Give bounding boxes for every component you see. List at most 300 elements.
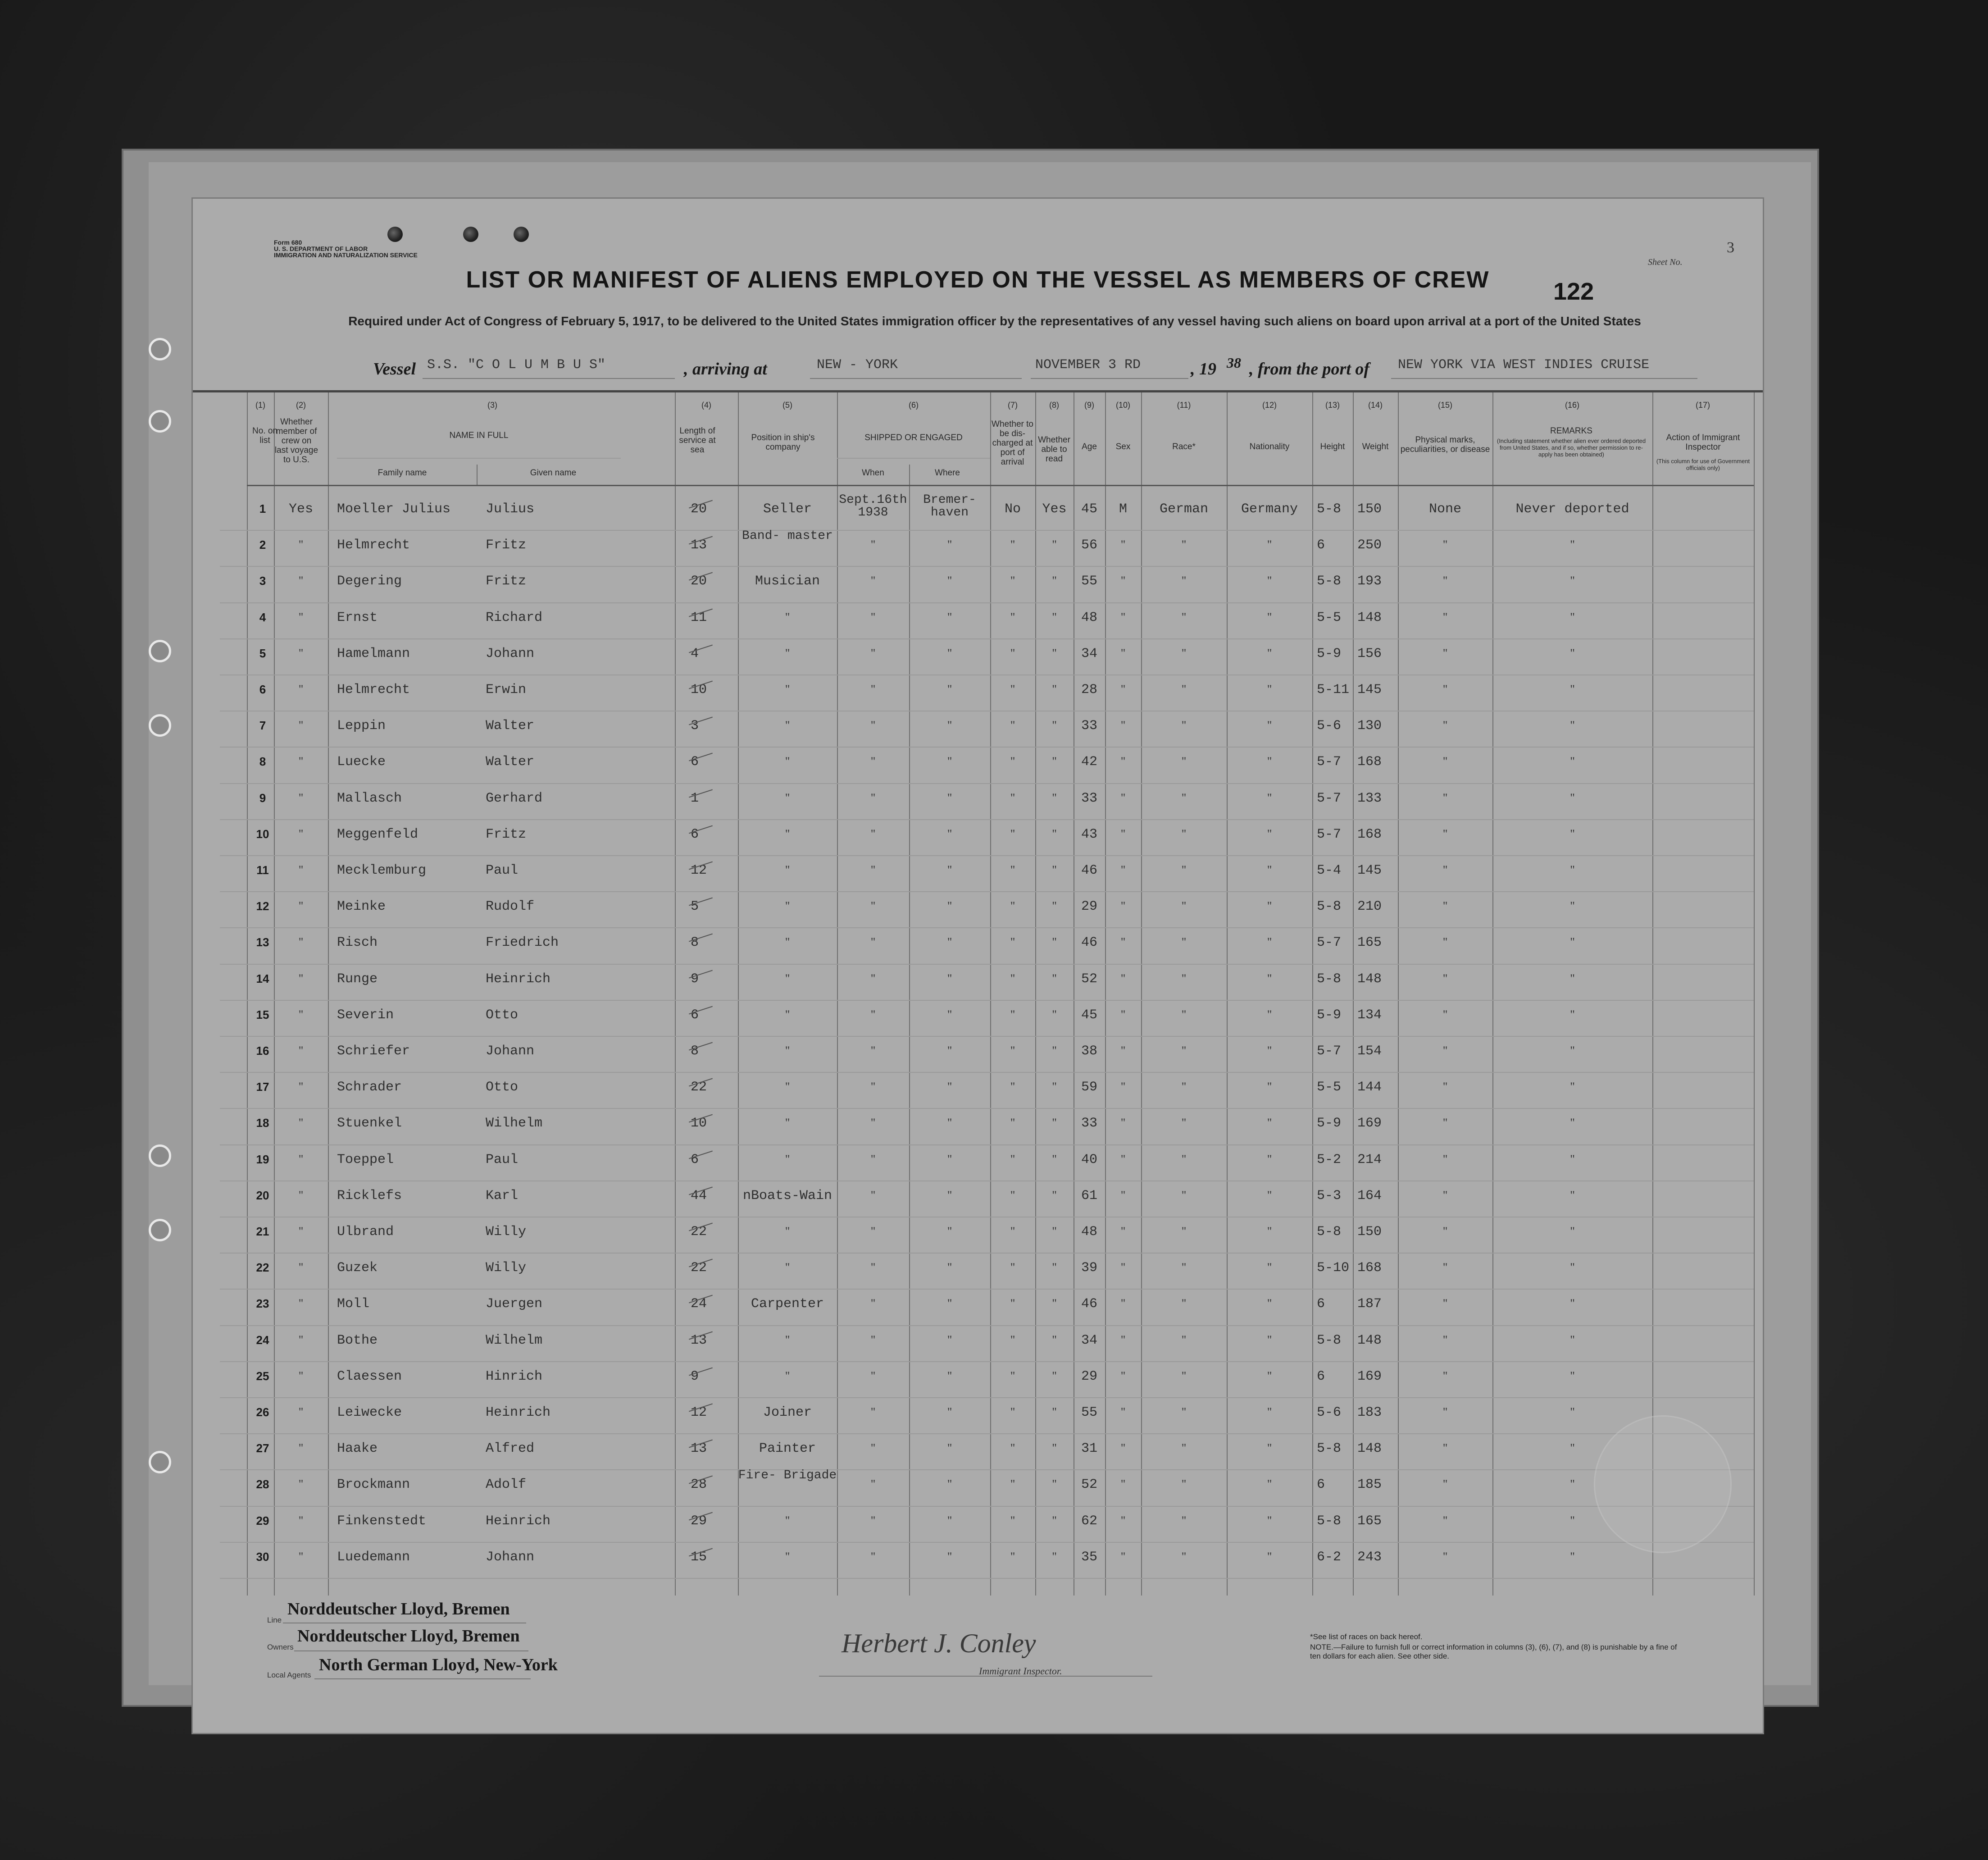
cell-nationality: " [1267,1297,1272,1310]
cell-family: Finkenstedt [337,1513,427,1529]
row-rule [220,1542,1754,1543]
cell-service: 20 [691,501,707,517]
cell-race: " [1181,1333,1187,1346]
row-rule [220,819,1754,820]
cell-weight: 210 [1357,899,1382,915]
cell-position: " [785,899,790,913]
cell-race: " [1181,1441,1187,1455]
cell-member: " [298,1225,304,1238]
cell-height: 5-7 [1317,754,1342,770]
cell-position: " [785,1550,790,1563]
cell-weight: 250 [1357,538,1382,553]
cell-when: " [870,538,876,552]
cell-member: " [298,1188,304,1202]
cell-sex: " [1120,899,1126,913]
cell-family: Helmrecht [337,538,410,553]
cell-age: 35 [1081,1549,1097,1565]
cell-marks: " [1442,971,1448,985]
cell-height: 5-7 [1317,826,1342,842]
cell-service: 6 [691,826,699,842]
binder-hole [149,714,171,737]
cell-member: " [298,1116,304,1130]
cell-height: 5-8 [1317,1224,1342,1240]
cell-family: Luedemann [337,1549,410,1565]
cell-remarks: " [1570,1514,1575,1527]
cell-family: Leppin [337,718,386,734]
cell-remarks: " [1570,935,1575,949]
binder-hole [149,1219,171,1241]
cell-nationality: " [1267,1044,1272,1057]
cell-position: " [785,1261,790,1274]
cell-race: " [1181,1080,1187,1094]
cell-where: " [947,899,952,913]
cell-member: " [298,538,304,552]
cell-family: Runge [337,971,378,987]
sheet-number: 3 [1727,239,1734,256]
cell-service: 12 [691,863,707,878]
cell-height: 5-7 [1317,790,1342,806]
cell-family: Luecke [337,754,386,770]
cell-position: Carpenter [751,1296,824,1312]
cell-member: " [298,791,304,804]
cell-nationality: " [1267,574,1272,588]
cell-family: Meinke [337,899,386,915]
cell-service: 22 [691,1224,707,1240]
punch-hole [463,227,478,242]
cell-member: " [298,899,304,913]
cell-position: Seller [763,501,812,517]
cell-read: " [1052,574,1057,588]
cell-family: Claessen [337,1368,402,1384]
cell-service: 1 [691,790,699,806]
cell-nationality: " [1267,1333,1272,1346]
cell-read: " [1052,1514,1057,1527]
cell-discharged: No [1004,501,1021,517]
column-rule [1312,392,1313,1596]
cell-member: " [298,971,304,985]
cell-weight: 150 [1357,1224,1382,1240]
cell-age: 62 [1081,1513,1097,1529]
cell-weight: 183 [1357,1405,1382,1420]
cell-when: " [870,1044,876,1057]
cell-age: 42 [1081,754,1097,770]
row-number: 4 [259,610,266,624]
cell-remarks: " [1570,1405,1575,1418]
cell-where: " [947,971,952,985]
cell-service: 10 [691,1116,707,1131]
header-rule [837,458,990,459]
cell-member: " [298,1441,304,1455]
cell-discharged: " [1010,1225,1015,1238]
cell-member: " [298,683,304,696]
cell-read: " [1052,863,1057,876]
cell-service: 12 [691,1405,707,1420]
header-family-name: Family name [378,468,427,478]
row-rule [220,1397,1754,1398]
row-number: 11 [256,863,269,877]
cell-position: " [785,646,790,660]
cell-marks: " [1442,1008,1448,1021]
cell-discharged: " [1010,1188,1015,1202]
cell-weight: 185 [1357,1477,1382,1493]
cell-age: 34 [1081,646,1097,661]
cell-member: " [298,1405,304,1418]
cell-where: " [947,827,952,840]
row-number: 25 [256,1369,269,1383]
cell-height: 5-6 [1317,1405,1342,1420]
cell-given: Karl [486,1188,519,1204]
cell-weight: 214 [1357,1152,1382,1167]
cell-when: " [870,1550,876,1563]
cell-discharged: " [1010,1044,1015,1057]
row-number: 30 [256,1550,269,1564]
cell-height: 5-10 [1317,1260,1350,1276]
cell-member: " [298,827,304,840]
agents-label: Local Agents [267,1671,311,1679]
cell-read: " [1052,1477,1057,1491]
column-number: (4) [701,401,711,410]
cell-position: " [785,719,790,732]
cell-read: " [1052,1116,1057,1130]
header-action-inspector: Action of Immigrant Inspector [1666,433,1740,452]
cell-sex: " [1120,610,1126,624]
cell-when: " [870,1261,876,1274]
cell-service: 10 [691,682,707,698]
cell-family: Guzek [337,1260,378,1276]
cell-position: " [785,791,790,804]
cell-age: 45 [1081,1007,1097,1023]
cell-race: " [1181,1405,1187,1418]
cell-discharged: " [1010,1514,1015,1527]
cell-family: Schriefer [337,1044,410,1059]
cell-height: 6 [1317,1296,1325,1312]
cell-given: Heinrich [486,1405,551,1420]
cell-age: 34 [1081,1332,1097,1348]
header-weight: Weight [1362,442,1389,451]
cell-remarks: " [1570,1188,1575,1202]
cell-race: " [1181,1477,1187,1491]
cell-weight: 148 [1357,610,1382,625]
cell-given: Walter [486,754,535,770]
cell-family: Schrader [337,1080,402,1095]
cell-race: " [1181,1116,1187,1130]
cell-read: " [1052,827,1057,840]
cell-family: Stuenkel [337,1116,402,1131]
cell-sex: " [1120,1225,1126,1238]
cell-nationality: " [1267,1152,1272,1166]
cell-discharged: " [1010,1405,1015,1418]
form-identifier [274,239,418,258]
cell-marks: " [1442,683,1448,696]
cell-height: 5-9 [1317,646,1342,661]
cell-service: 28 [691,1477,707,1493]
cell-marks: " [1442,827,1448,840]
vessel-label: Vessel [373,360,416,378]
cell-height: 5-8 [1317,1513,1342,1529]
cell-discharged: " [1010,1152,1015,1166]
row-number: 8 [259,755,266,769]
binder-hole [149,1144,171,1167]
cell-sex: " [1120,863,1126,876]
cell-weight: 193 [1357,574,1382,589]
cell-service: 13 [691,1332,707,1348]
cell-read: " [1052,538,1057,552]
cell-read: " [1052,610,1057,624]
cell-given: Paul [486,1152,519,1167]
cell-sex: " [1120,1044,1126,1057]
column-rule [247,392,248,1596]
cell-read: " [1052,1044,1057,1057]
cell-when: " [870,971,876,985]
cell-when: " [870,683,876,696]
row-number: 5 [259,646,266,660]
cell-marks: " [1442,538,1448,552]
cell-marks: " [1442,1441,1448,1455]
line-label: Line [267,1616,282,1624]
row-number: 29 [256,1514,269,1527]
row-rule [220,530,1754,531]
cell-remarks: " [1570,683,1575,696]
cell-nationality: " [1267,1514,1272,1527]
cell-when: " [870,1514,876,1527]
cell-given: Julius [486,501,535,517]
cell-read: " [1052,1369,1057,1382]
cell-sex: " [1120,1116,1126,1130]
cell-where: " [947,610,952,624]
cell-where: " [947,1297,952,1310]
cell-where: " [947,1080,952,1094]
row-number: 15 [256,1008,269,1021]
cell-nationality: " [1267,899,1272,913]
cell-given: Wilhelm [486,1116,543,1131]
row-number: 21 [256,1225,269,1238]
cell-height: 5-9 [1317,1007,1342,1023]
row-rule [220,1036,1754,1037]
cell-family: Ulbrand [337,1224,394,1240]
owners-value: Norddeutscher Lloyd, Bremen [297,1627,520,1646]
cell-read: " [1052,1152,1057,1166]
cell-remarks: " [1570,1044,1575,1057]
row-number: 14 [256,971,269,985]
cell-height: 5-7 [1317,935,1342,951]
cell-when: " [870,1441,876,1455]
cell-marks: " [1442,1405,1448,1418]
cell-position: " [785,1225,790,1238]
cell-remarks: Never deported [1515,501,1629,517]
page-subtitle: Required under Act of Congress of February 5, 1917, to be delivered to the United States immigration officer by the representatives of any vessel having such aliens on board upon arrival at a port of the United States [348,314,1641,328]
cell-member: " [298,1261,304,1274]
cell-nationality: " [1267,935,1272,949]
cell-read: " [1052,1441,1057,1455]
cell-where: " [947,538,952,552]
cell-service: 22 [691,1260,707,1276]
cell-height: 5-8 [1317,971,1342,987]
cell-when: " [870,1080,876,1094]
cell-marks: " [1442,1297,1448,1310]
cell-weight: 145 [1357,682,1382,698]
row-number: 22 [256,1261,269,1275]
cell-remarks: " [1570,791,1575,804]
from-label: , from the port of [1249,360,1370,378]
cell-given: Paul [486,863,519,878]
cell-race: " [1181,1514,1187,1527]
cell-remarks: " [1570,1008,1575,1021]
cell-where: " [947,719,952,732]
cell-marks: " [1442,1261,1448,1274]
cell-discharged: " [1010,971,1015,985]
cell-position: Musician [755,574,820,589]
cell-when: " [870,646,876,660]
cell-remarks: " [1570,646,1575,660]
cell-when: " [870,1008,876,1021]
cell-family: Moeller Julius [337,501,451,517]
cell-family: Haake [337,1441,378,1457]
cell-remarks: " [1570,1225,1575,1238]
cell-height: 5-4 [1317,863,1342,878]
punch-hole [514,227,529,242]
header-no-on-list: No. on list [252,426,278,445]
page-title: LIST OR MANIFEST OF ALIENS EMPLOYED ON THE VESSEL AS MEMBERS OF CREW [466,267,1490,293]
header-sex: Sex [1115,442,1131,451]
cell-nationality: " [1267,1441,1272,1455]
cell-family: Helmrecht [337,682,410,698]
cell-sex: " [1120,1441,1126,1455]
row-number: 6 [259,683,266,696]
cell-marks: " [1442,1550,1448,1563]
cell-sex: " [1120,791,1126,804]
cell-member: " [298,610,304,624]
cell-marks: " [1442,1188,1448,1202]
cell-race: " [1181,971,1187,985]
cell-nationality: " [1267,1477,1272,1491]
cell-remarks: " [1570,538,1575,552]
cell-sex: " [1120,935,1126,949]
cell-discharged: " [1010,827,1015,840]
arriving-label: , arriving at [684,360,767,378]
cell-given: Johann [486,1044,535,1059]
cell-where: " [947,1116,952,1130]
cell-age: 33 [1081,1116,1097,1131]
cell-discharged: " [1010,791,1015,804]
cell-marks: " [1442,1225,1448,1238]
column-number: (3) [487,401,497,410]
column-number: (2) [296,401,306,410]
cell-where: " [947,1152,952,1166]
column-number: (12) [1262,401,1277,410]
manifest-sheet [191,197,1764,1734]
cell-position: Painter [759,1441,816,1457]
cell-member: " [298,1297,304,1310]
cell-sex: " [1120,1297,1126,1310]
cell-sex: " [1120,646,1126,660]
header-rule [337,458,621,459]
cell-where: " [947,1333,952,1346]
cell-where: " [947,574,952,588]
agents-value: North German Lloyd, New-York [319,1655,558,1674]
cell-discharged: " [1010,1080,1015,1094]
cell-when: " [870,1405,876,1418]
cell-given: Johann [486,646,535,661]
cell-read: " [1052,1297,1057,1310]
column-rule [1754,392,1755,1596]
cell-discharged: " [1010,1297,1015,1310]
column-rule [328,392,329,1596]
row-rule [220,1469,1754,1470]
cell-height: 5-5 [1317,1080,1342,1095]
cell-member: " [298,574,304,588]
cell-weight: 144 [1357,1080,1382,1095]
cell-nationality: " [1267,755,1272,768]
header-when: When [862,468,884,478]
cell-marks: " [1442,1333,1448,1346]
cell-age: 40 [1081,1152,1097,1167]
cell-sex: " [1120,1514,1126,1527]
cell-race: " [1181,574,1187,588]
cell-nationality: " [1267,1405,1272,1418]
cell-age: 28 [1081,682,1097,698]
cell-read: " [1052,683,1057,696]
cell-sex: " [1120,1405,1126,1418]
cell-height: 5-8 [1317,1332,1342,1348]
cell-service: 20 [691,574,707,589]
cell-given: Rudolf [486,899,535,915]
cell-where: " [947,755,952,768]
cell-member: " [298,1514,304,1527]
cell-given: Heinrich [486,971,551,987]
cell-nationality: " [1267,1550,1272,1563]
cell-age: 29 [1081,899,1097,915]
cell-discharged: " [1010,863,1015,876]
column-number: (13) [1325,401,1340,410]
row-number: 28 [256,1477,269,1491]
cell-height: 5-3 [1317,1188,1342,1204]
cell-position: " [785,1116,790,1130]
cell-weight: 148 [1357,971,1382,987]
arriving-port: NEW - YORK [817,357,898,373]
cell-member: " [298,863,304,876]
cell-sex: " [1120,1333,1126,1346]
row-rule [220,783,1754,784]
cell-race: " [1181,1261,1187,1274]
cell-given: Friedrich [486,935,559,951]
cell-member: " [298,1080,304,1094]
cell-position: Band- master [742,529,833,543]
cell-service: 6 [691,754,699,770]
cell-read: " [1052,1008,1057,1021]
row-rule [220,602,1754,603]
cell-age: 33 [1081,790,1097,806]
cell-height: 5-6 [1317,718,1342,734]
cell-given: Otto [486,1007,519,1023]
cell-weight: 154 [1357,1044,1382,1059]
cell-age: 59 [1081,1080,1097,1095]
cell-weight: 134 [1357,1007,1382,1023]
cell-age: 45 [1081,501,1097,517]
cell-family: Severin [337,1007,394,1023]
row-rule [220,1289,1754,1290]
cell-service: 6 [691,1152,699,1167]
cell-nationality: " [1267,683,1272,696]
cell-given: Adolf [486,1477,527,1493]
row-number: 19 [256,1152,269,1166]
cell-when: " [870,755,876,768]
cell-when: " [870,1116,876,1130]
page-number: 122 [1553,278,1594,305]
cell-where: " [947,1477,952,1491]
cell-service: 9 [691,971,699,987]
cell-read: " [1052,719,1057,732]
cell-given: Juergen [486,1296,543,1312]
